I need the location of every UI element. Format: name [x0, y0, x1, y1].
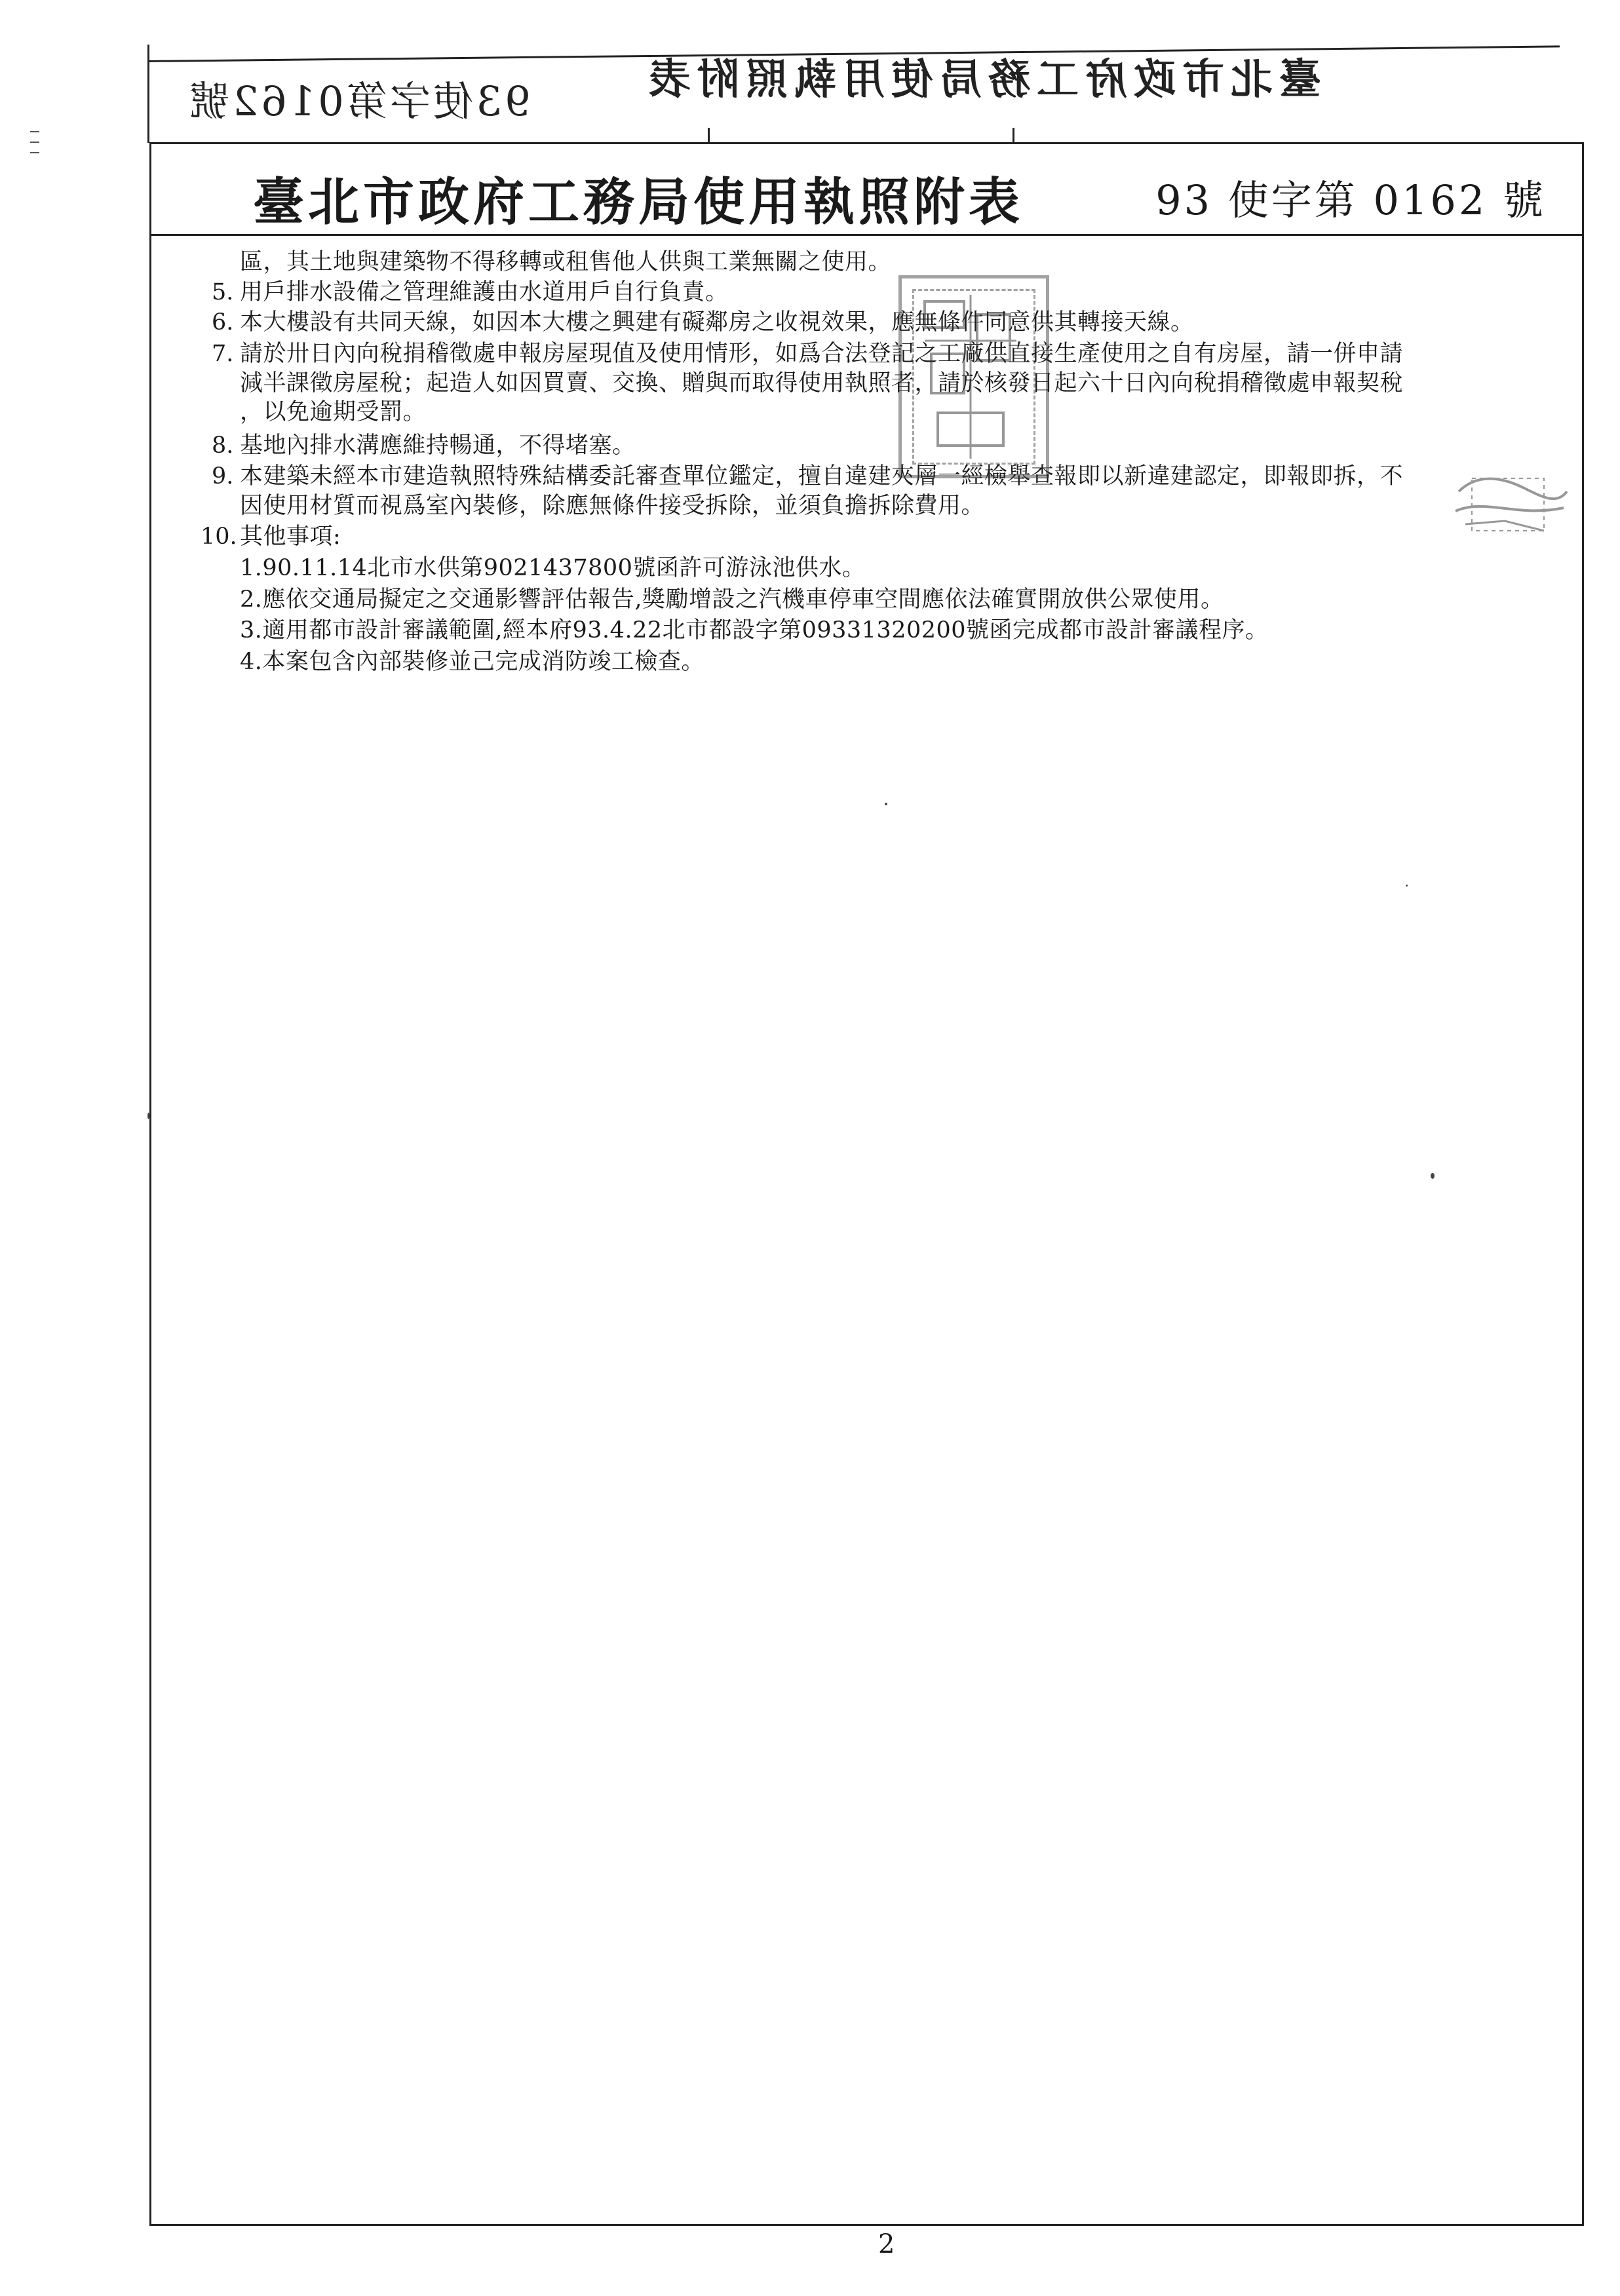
page-number: 2	[878, 2229, 895, 2259]
document-frame	[149, 142, 1584, 2226]
other-item-line: 1.90.11.14北市水供第9021437800號函許可游泳池供水。	[240, 555, 866, 581]
speck	[1406, 885, 1408, 887]
item-line: 減半課徵房屋稅；起造人如因買賣、交換、贈與而取得使用執照者，請於核發日起六十日內向稅捐稽徵處申報契稅	[240, 370, 1404, 396]
item-line: ，以免逾期受罰。	[240, 399, 427, 425]
item-number: 7.	[212, 341, 234, 367]
document-header	[151, 144, 1582, 236]
permit-number: 93 使字第 0162 號	[1155, 176, 1546, 224]
item-line: 本大樓設有共同天線，如因本大樓之興建有礙鄰房之收視效果，應無條件同意供其轉接天線。	[240, 309, 1194, 335]
other-item-line: 3.適用都市設計審議範圍,經本府93.4.22北市都設字第09331320200號函完成都市設計審議程序。	[240, 617, 1269, 643]
margin-marks	[30, 131, 43, 170]
item-line: 用戶排水設備之管理維護由水道用戶自行負責。	[240, 279, 729, 305]
item-number: 9.	[212, 463, 234, 489]
item-line: 因使用材質而視爲室內裝修，除應無條件接受拆除，並須負擔拆除費用。	[240, 493, 985, 519]
speck	[885, 803, 887, 805]
tick-mark	[1013, 128, 1014, 142]
speck	[1431, 1173, 1435, 1179]
item-line: 請於卅日內向稅捐稽徵處申報房屋現值及使用情形，如爲合法登記之工廠供直接生產使用之自有房屋，請一併申請	[240, 341, 1404, 367]
mirrored-permit-number: 93使字第0162號	[187, 77, 531, 125]
speck	[147, 1113, 149, 1119]
item-number: 6.	[212, 309, 234, 335]
seal-pattern	[898, 275, 1043, 472]
item-number: 10.	[201, 524, 237, 550]
other-item-line: 4.本案包含內部裝修並己完成消防竣工檢查。	[240, 649, 704, 675]
tick-mark	[708, 128, 710, 142]
other-item-line: 2.應依交通局擬定之交通影響評估報告,獎勵增設之汽機車停車空間應依法確實開放供公眾使用。	[240, 586, 1224, 613]
item-line: 區，其土地與建築物不得移轉或租售他人供與工業無關之使用。	[240, 249, 892, 275]
signature-stamp	[1446, 452, 1577, 544]
item-line: 其他事項:	[240, 524, 341, 550]
item-line: 本建築未經本市建造執照特殊結構委託審查單位鑑定，擅自違建夾層一經檢舉查報即以新違建認定，即報即拆，不	[240, 463, 1404, 489]
item-number: 8.	[212, 432, 234, 459]
item-line: 基地內排水溝應維持暢通，不得堵塞。	[240, 432, 636, 459]
mirrored-title: 臺北市政府工務局使用執照附表	[642, 55, 1321, 104]
item-number: 5.	[212, 279, 234, 305]
document-title: 臺北市政府工務局使用執照附表	[253, 172, 1024, 232]
